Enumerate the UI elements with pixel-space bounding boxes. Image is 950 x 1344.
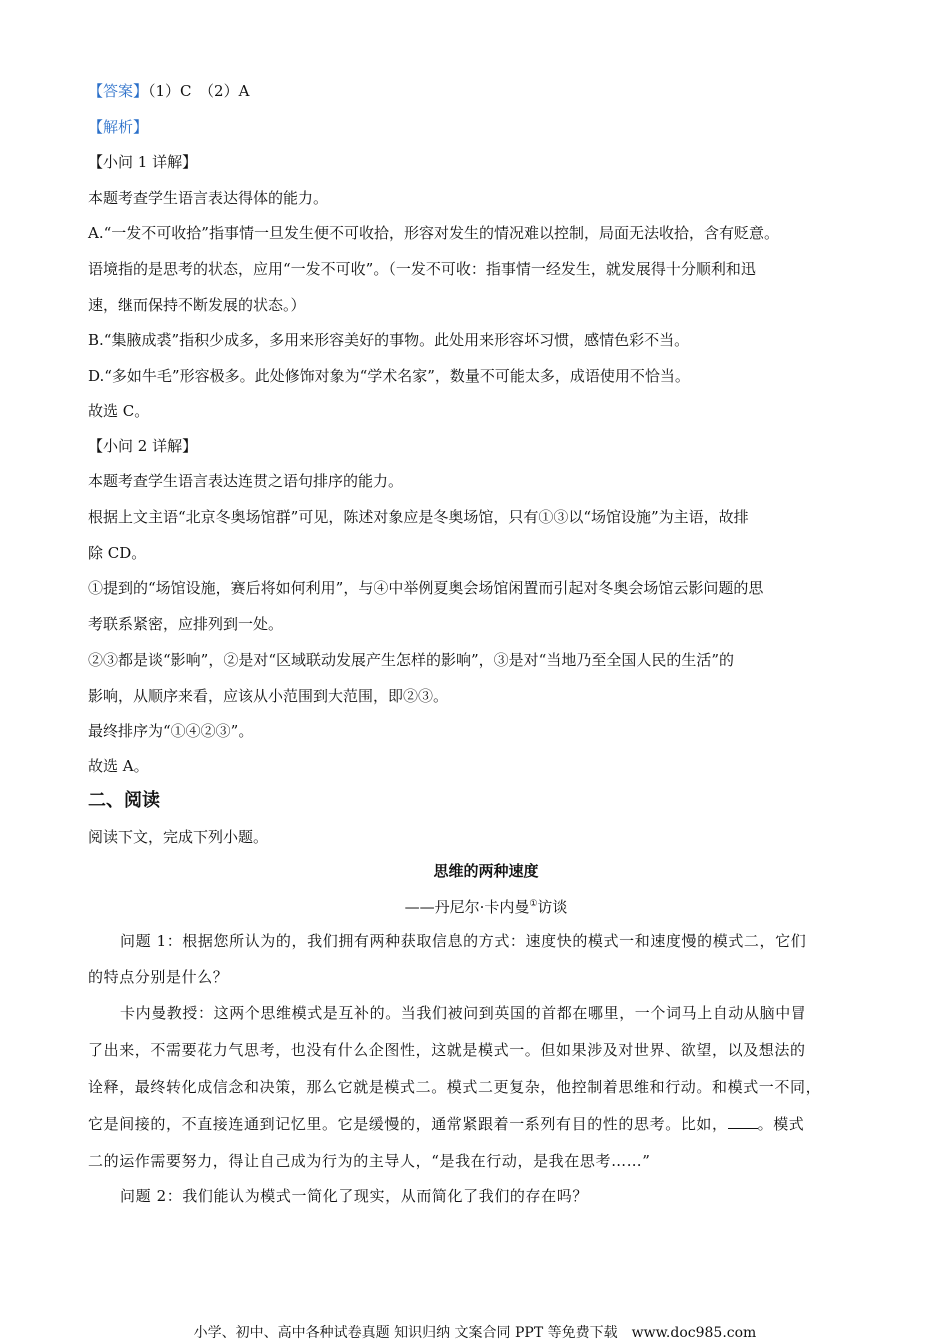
a1-line4-pre: 它是间接的，不直接连通到记忆里。它是缓慢的，通常紧跟着一系列有目的性的思考。比如， [88, 1115, 728, 1133]
q2-para1-line2: 除 CD。 [88, 544, 147, 562]
interview-a1-line2: 了出来，不需要花力气思考，也没有什么企图性，这就是模式一。但如果涉及对世界、欲望，以及想法的 [88, 1041, 806, 1059]
interview-q2-line1: 问题 2：我们能认为模式一简化了现实，从而简化了我们的存在吗？ [120, 1187, 588, 1205]
q2-conclusion: 故选 A。 [88, 757, 149, 775]
fill-in-blank [728, 1114, 758, 1129]
interview-a1-line5: 二的运作需要努力，得让自己成为行为的主导人，“是我在行动，是我在思考……” [88, 1152, 651, 1170]
q2-para1-line1: 根据上文主语“北京冬奥场馆群”可见，陈述对象应是冬奥场馆，只有①③以“场馆设施”为主语，故排 [88, 508, 749, 526]
q1-conclusion: 故选 C。 [88, 402, 150, 420]
answer-line [88, 81, 884, 101]
a1-line4-post: 。模式 [757, 1115, 805, 1133]
q2-order: 最终排序为“①④②③”。 [88, 722, 254, 740]
answer-text: （1）C （2）A [148, 82, 250, 100]
q1-option-a-line2: 语境指的是思考的状态，应用“一发不可收”。（一发不可收：指事情一经发生，就发展得十分顺利和迅 [88, 260, 756, 278]
article-subtitle [88, 894, 884, 917]
q1-option-a-line3: 速，继而保持不断发展的状态。） [88, 296, 306, 314]
q1-option-b: B.“集腋成裘”指积少成多，多用来形容美好的事物。此处用来形容坏习惯，感情色彩不当。 [88, 331, 690, 349]
analysis-label: 【解析】 [88, 118, 149, 136]
q1-option-d: D.“多如牛毛”形容极多。此处修饰对象为“学术名家”，数量不可能太多，成语使用不恰当。 [88, 367, 690, 385]
article-subtitle-suffix: 访谈 [537, 898, 568, 916]
interview-a1-line1: 卡内曼教授：这两个思维模式是互补的。当我们被问到英国的首都在哪里，一个词马上自动从脑中冒 [120, 1004, 807, 1022]
q1-header: 【小问 1 详解】 [88, 153, 198, 171]
answer-label: 【答案】 [88, 82, 149, 100]
interview-q1-line2: 的特点分别是什么？ [88, 968, 229, 986]
q1-option-a-line1: A.“一发不可收拾”指事情一旦发生便不可收拾，形容对发生的情况难以控制，局面无法收拾，含有贬意。 [88, 224, 779, 242]
section-title: 二、阅读 [88, 790, 160, 811]
q2-para2-line1: ①提到的“场馆设施，赛后将如何利用”，与④中举例夏奥会场馆闲置而引起对冬奥会场馆云影问题的思 [88, 579, 764, 597]
page-footer: 小学、初中、高中各种试卷真题 知识归纳 文案合同 PPT 等免费下载 www.doc985.com [193, 1325, 757, 1341]
article-title: 思维的两种速度 [433, 862, 539, 880]
article-subtitle-prefix: ——丹尼尔·卡内曼 [404, 898, 530, 916]
q2-intro: 本题考查学生语言表达连贯之语句排序的能力。 [88, 472, 404, 490]
q2-para3-line1: ②③都是谈“影响”，②是对“区域联动发展产生怎样的影响”，③是对“当地乃至全国人民的生活”的 [88, 651, 735, 669]
q1-intro: 本题考查学生语言表达得体的能力。 [88, 189, 329, 207]
q2-para3-line2: 影响，从顺序来看，应该从小范围到大范围，即②③。 [88, 687, 449, 705]
section-instruction: 阅读下文，完成下列小题。 [88, 828, 269, 846]
interview-q1-line1: 问题 1：根据您所认为的，我们拥有两种获取信息的方式：速度快的模式一和速度慢的模式二，它们 [120, 932, 807, 950]
footnote-marker: ① [529, 899, 538, 909]
interview-a1-line3: 诠释，最终转化成信念和决策，那么它就是模式二。模式二更复杂，他控制着思维和行动。和模式一不同， [88, 1078, 822, 1096]
q2-para2-line2: 考联系紧密，应排列到一处。 [88, 615, 284, 633]
q2-header: 【小问 2 详解】 [88, 437, 198, 455]
interview-a1-line4 [88, 1114, 884, 1134]
